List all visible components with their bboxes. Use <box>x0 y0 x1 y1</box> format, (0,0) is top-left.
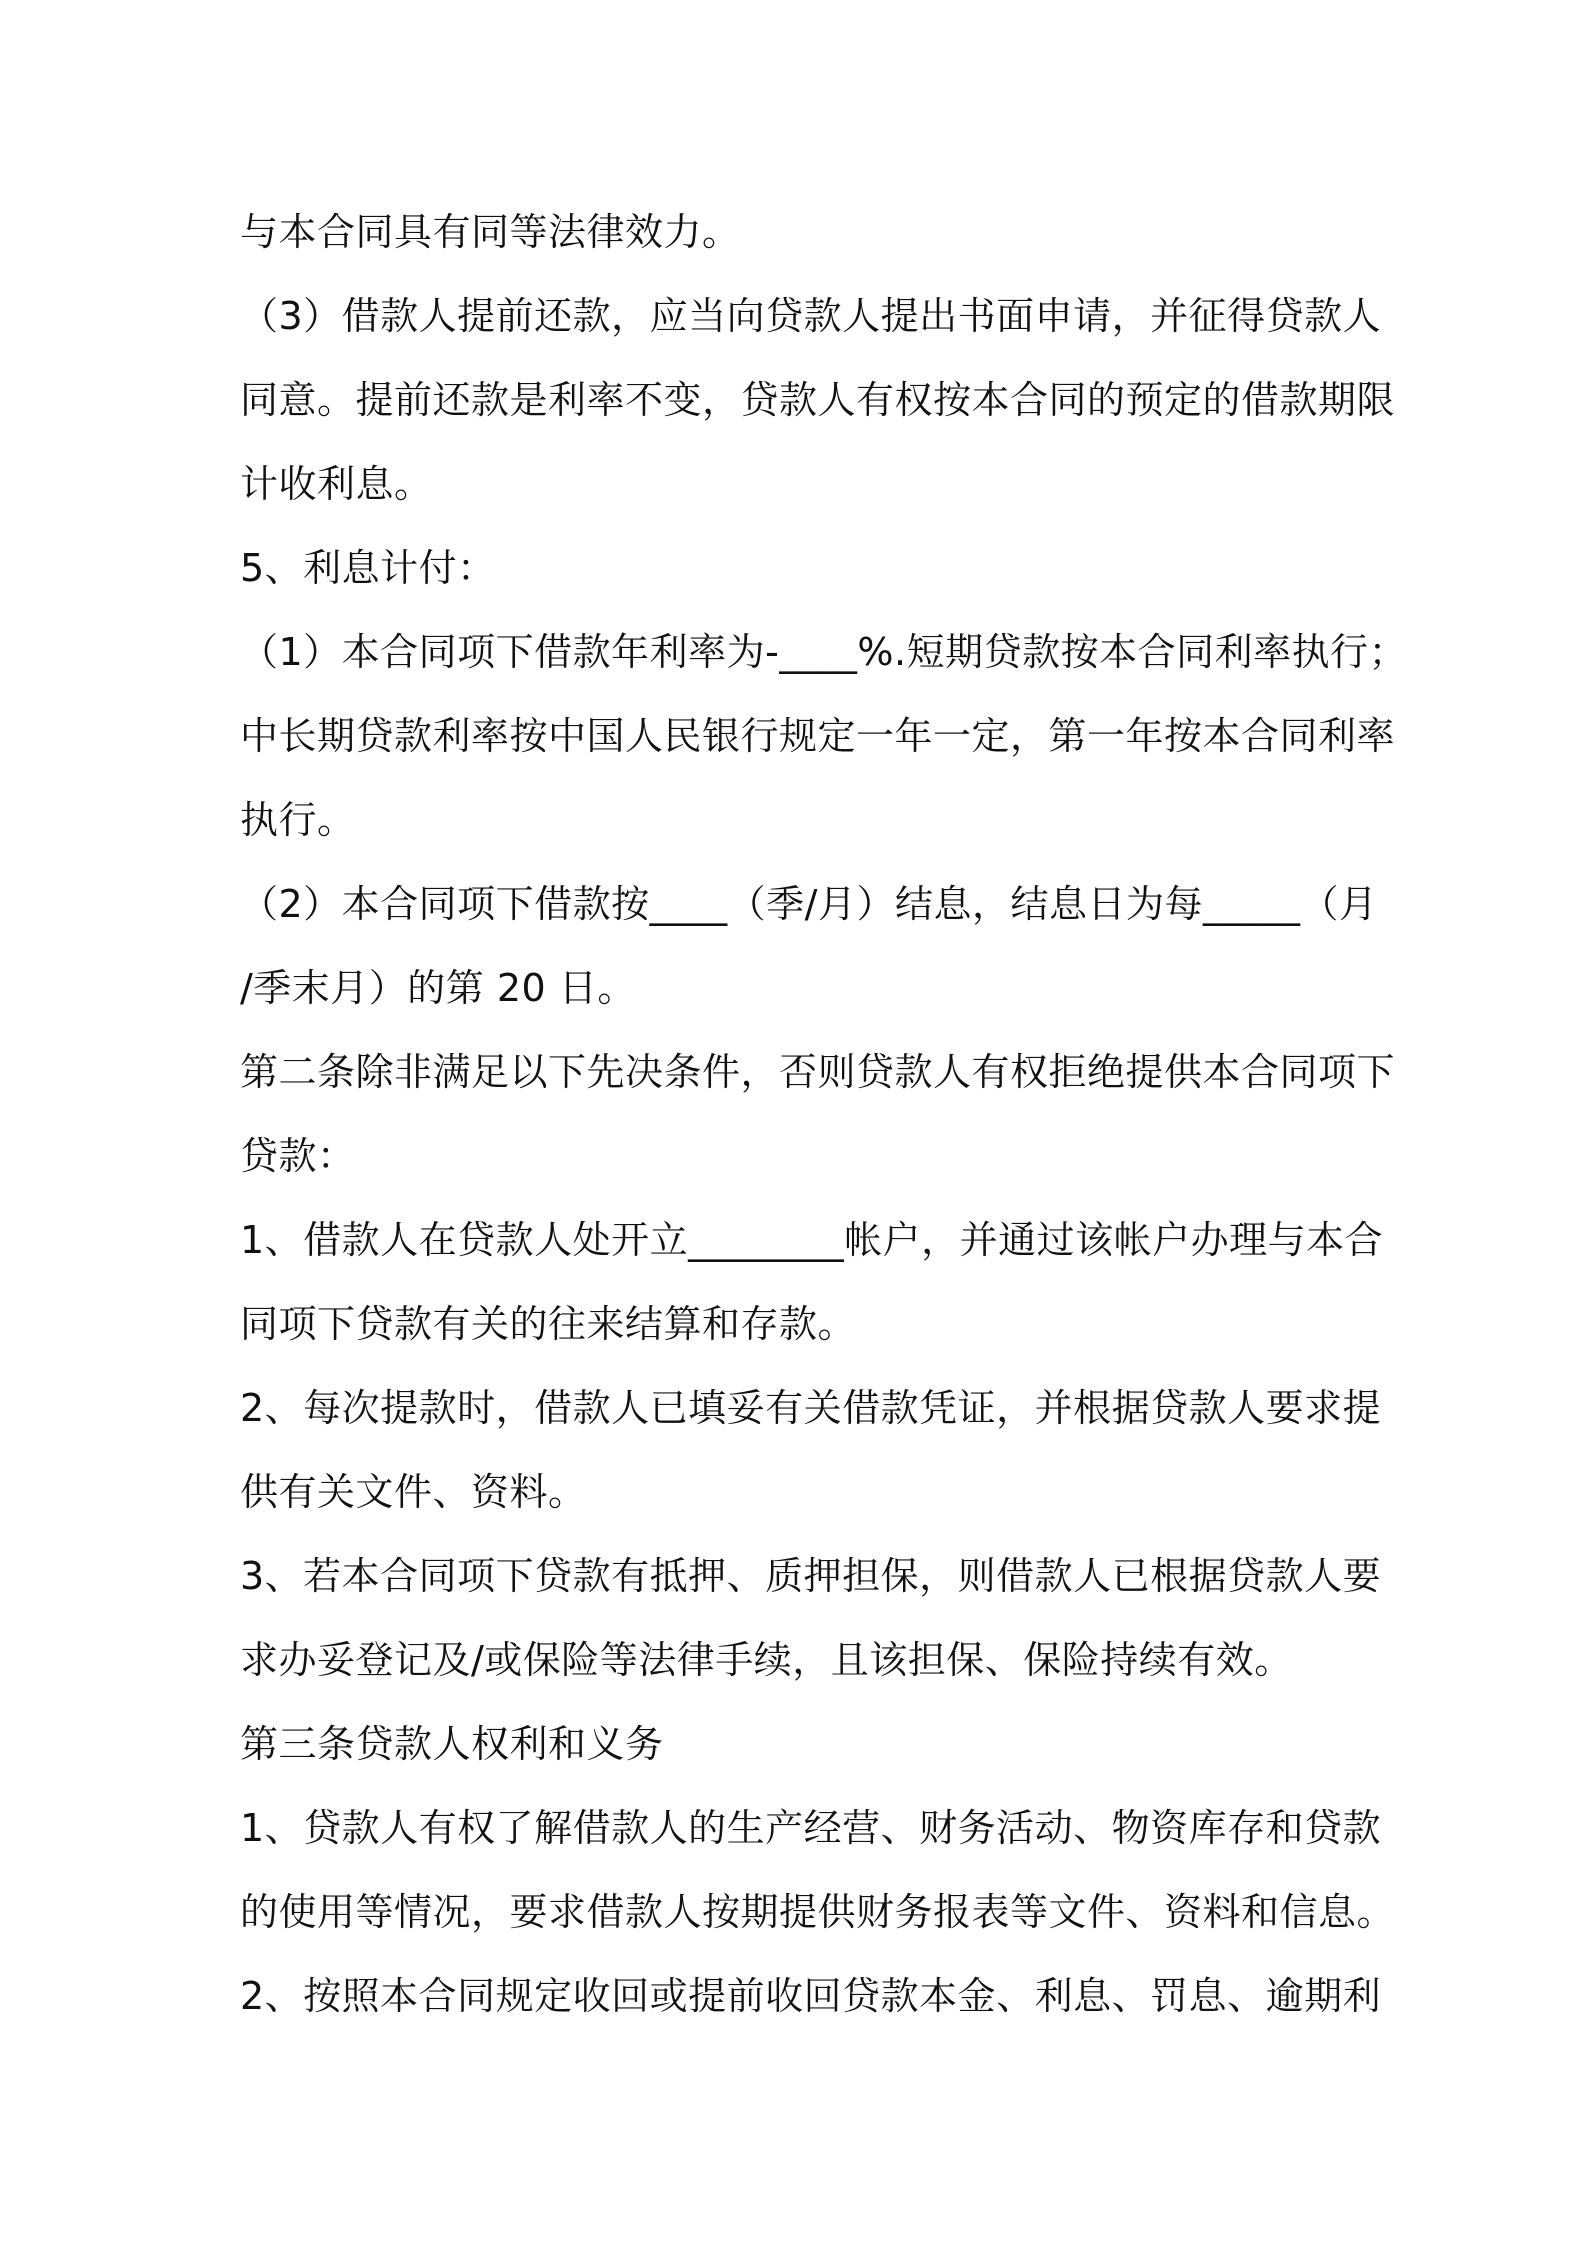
text-line: 执行。 <box>240 798 356 842</box>
text-line: 同项下贷款有关的往来结算和存款。 <box>240 1302 857 1346</box>
text-line: 求办妥登记及/或保险等法律手续，且该担保、保险持续有效。 <box>240 1638 1293 1682</box>
document-page <box>240 190 1408 2038</box>
text-line: 2、按照本合同规定收回或提前收回贷款本金、利息、罚息、逾期利 <box>240 1974 1382 2018</box>
text-line: 贷款： <box>240 1134 356 1178</box>
text-line: 3、若本合同项下贷款有抵押、质押担保，则借款人已根据贷款人要 <box>240 1554 1382 1598</box>
section-heading: 5、利息计付： <box>240 546 496 590</box>
text-line: 计收利息。 <box>240 462 433 506</box>
text-line: 中长期贷款利率按中国人民银行规定一年一定，第一年按本合同利率 <box>240 714 1396 758</box>
text-line: 同意。提前还款是利率不变，贷款人有权按本合同的预定的借款期限 <box>240 378 1396 422</box>
text-line: （2）本合同项下借款按____（季/月）结息，结息日为每_____（月 <box>240 882 1378 926</box>
text-line: 与本合同具有同等法律效力。 <box>240 210 741 254</box>
text-line: 供有关文件、资料。 <box>240 1470 587 1514</box>
text-line: （1）本合同项下借款年利率为-____%.短期贷款按本合同利率执行； <box>240 630 1408 674</box>
article-heading: 第三条贷款人权利和义务 <box>240 1722 664 1766</box>
text-line: /季末月）的第 20 日。 <box>240 966 636 1010</box>
text-line: 2、每次提款时，借款人已填妥有关借款凭证，并根据贷款人要求提 <box>240 1386 1382 1430</box>
text-line: 1、贷款人有权了解借款人的生产经营、财务活动、物资库存和贷款 <box>240 1806 1382 1850</box>
text-line: 的使用等情况，要求借款人按期提供财务报表等文件、资料和信息。 <box>240 1890 1396 1934</box>
text-line: 1、借款人在贷款人处开立________帐户，并通过该帐户办理与本合 <box>240 1218 1384 1262</box>
article-heading: 第二条除非满足以下先决条件，否则贷款人有权拒绝提供本合同项下 <box>240 1050 1396 1094</box>
text-line: （3）借款人提前还款，应当向贷款人提出书面申请，并征得贷款人 <box>240 294 1382 338</box>
